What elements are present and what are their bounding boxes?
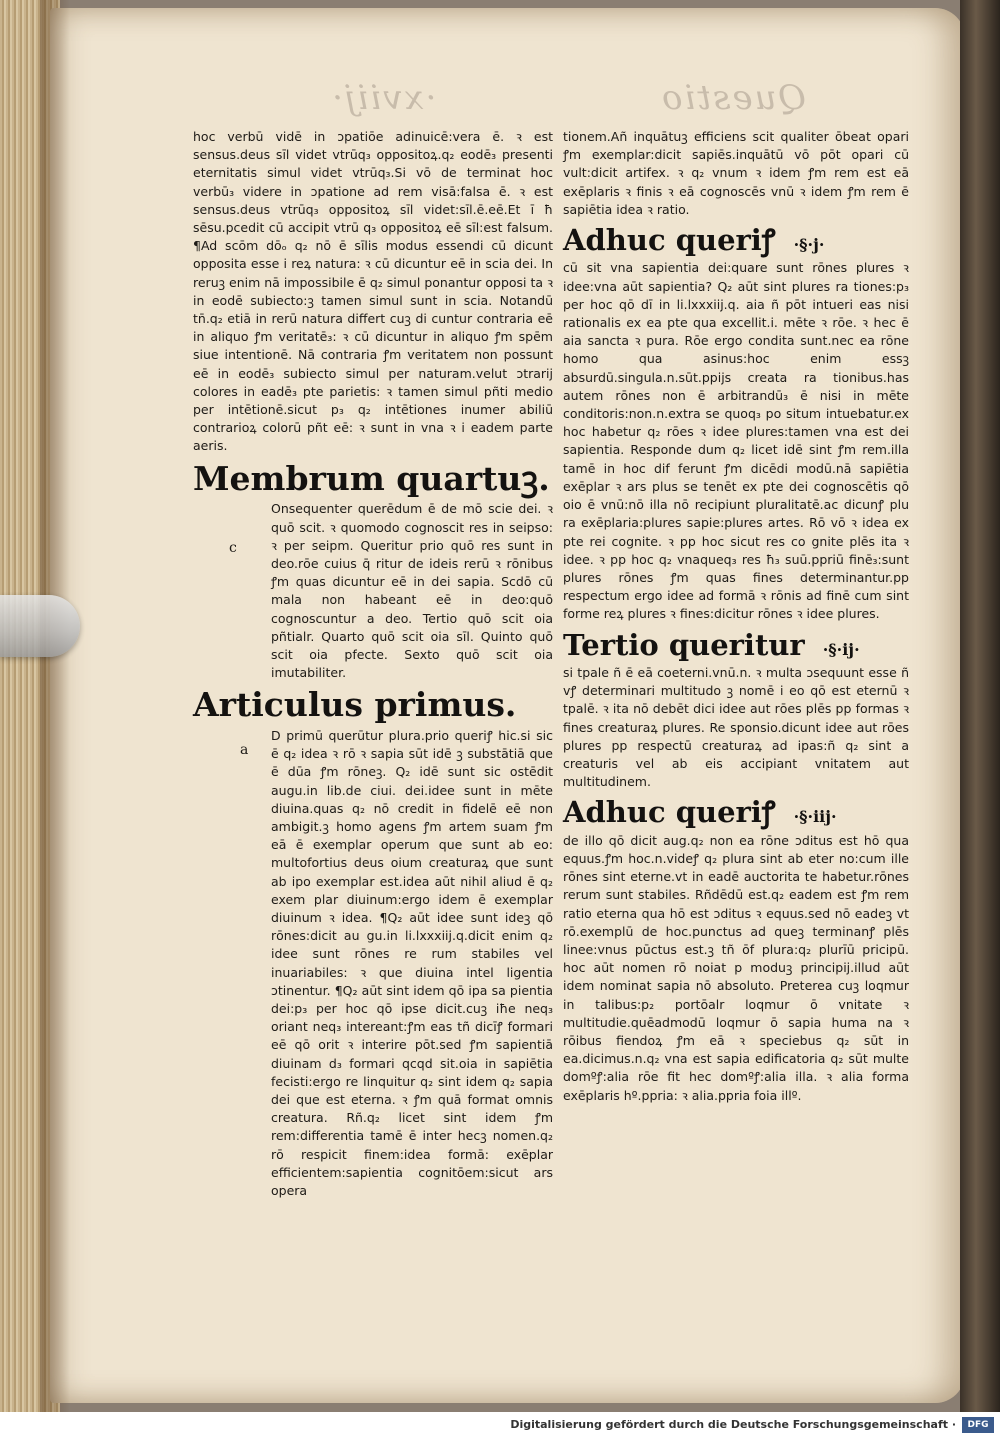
paragraph-mark: ·§·ij· <box>822 639 860 659</box>
right-column <box>563 128 909 1105</box>
paragraph: hoc verbū vidē in ɔpatiōe adinuicē:vera ē. ꝛ est sensus.deus sīl videt vtrūq₃ oppositoꝝ.q₂ eodē₃ presenti eternitatis simul videt vtrūq₃.Si vō de terminat hoc verbū₃ videre in ɔpatione ad rem visā:falsa ē. ꝛ est sensus.deus vtrūq₃ oppositoꝝ sīl videt:sīl.ē.eē.Et ī ħ sēsu.pcedit cū accipit vtrū q₃ oppositoꝝ eē sīl:est falsum. ¶Ad scōm dōₒ q₂ nō ē sīlis modus essendi cū dicunt opposita esse i reꝝ natura: ꝛ cū dicuntur eē in scia dei. In reruꝫ enim nā impossibile ē q₂ simul ponantur opposi ta ꝛ in eodē subiecto:ꝫ tamen simul sunt in scia. Notandū tn̄.q₂ etiā in rerū natura differt cuꝫ di cuntur contraria eē in aliquo ꝭm veritatē₃: ꝛ cū dicuntur in aliquo ꝭm spēm siue intentionē. Nā contraria ꝭm veritatem non possunt eē in eodē₃ subiecto simul per naturam.velut ɔtrarij colores in eadē₃ pte parietis: ꝛ tamen simul pñti medio per intētionē.sicut p₃ q₂ intētiones inumer abiliū contrarioꝝ colorū pñt eē: ꝛ sunt in vna ꝛ i eadem parte aeris. <box>193 129 553 454</box>
question-title: Adhuc queriꝭ <box>563 795 776 830</box>
dfg-logo: DFG <box>962 1417 994 1433</box>
footer-bar <box>0 1412 1000 1440</box>
paragraph: Onsequenter querēdum ē de mō scie dei. ꝛ quō scit. ꝛ quomodo cognoscit res in seipso: ꝛ per seipm. Queritur prio quō res sunt in deo.rōe cuius q̄ ritur de ideis rerū ꝛ rōnibus ꝭm quas dicuntur eē in dei sapia. Scdō cū mala non habeant eē in deo:quō cognoscuntur a deo. Tertio quō scit oia pñtialr. Quarto quō scit oia sīl. Quinto quō scit oia pfecte. Sexto quō scit oia imutabiliter. <box>271 501 553 681</box>
binding-shadow-right <box>960 0 1000 1412</box>
paragraph: si tpale ñ ē eā coeterni.vnū.n. ꝛ multa ɔsequunt esse ñ vꝭ determinari multitudo ꝫ nomē i eo qō est eternū ꝛ tpalē. ꝛ ita nō debēt dici idee aut rōes plēs pp formas ꝛ fines creaturaꝝ plures. Re sponsio.dicunt idee aut rōes plures pp respectū creaturaꝝ ad ipas:ñ q₂ sint a creaturis vel ab eis accipiant vnitatem aut multitudinem. <box>563 664 909 790</box>
spine-shadow <box>40 0 70 1412</box>
articulus-heading: Articulus primus. <box>193 685 517 725</box>
paragraph: D primū querūtur plura.prio queriꝭ hic.si sic ē q₂ idea ꝛ rō ꝛ sapia sūt idē ꝫ substātiā que ē dūa ꝭm rōneꝫ. Q₂ idē sunt sic ostēdit augu.in lib.de ciui. dei.idee sunt in mēte diuina.quas q₂ nō credit in fidelē eē non ambigit.ꝫ homo agens ꝭm artem suam ꝭm eā ē exemplar operum que sunt ab eo: multofortius deus oium creaturaꝝ que sunt ab ipo exemplar est.idea aūt nihil aliud ē q₂ exem plar diuinum:ergo idem ē exemplar diuinum ꝛ idea. ¶Q₂ aūt idee sunt ideꝫ qō rōnes:dicit au gu.in li.lxxxiij.q.dicit enim q₂ idee sunt rōnes re rum stabiles vel inuariabiles: ꝛ que diuina intel ligentia ɔtinentur. ¶Q₂ aūt sint idem qō ipa sa pientia dei:p₃ per hoc qō ipse dicit.cuꝫ iħe neq₃ oriant neq₃ intereant:ꝭm eas tñ dicīꝭ formari eē qō orit ꝛ interire pōt.sed ꝭm sapientiā diuinam d₃ formari qcqd sit.oia in sapiētia fecisti:ergo re linquitur q₂ sint idem q₂ sapia dei que est eterna. ꝛ ꝭm quā format omnis creatura. Rñ.q₂ licet sint idem ꝭm rem:differentia tamē ē inter hecꝫ nomen.q₂ rō respicit finem:idea formā: exēplar efficientem:sapientia cognitōem:sicut ars opera <box>271 727 553 1199</box>
membrum-heading: Membrum quartuꝫ. <box>193 458 550 498</box>
margin-letter-c: c <box>229 540 237 556</box>
running-head-left: ·xviij· <box>330 78 437 118</box>
question-title: Tertio queritur <box>563 627 805 662</box>
paragraph: de illo qō dicit aug.q₂ non ea rōne ɔditus est hō qua equus.ꝭm hoc.n.videꝭ q₂ plura sint ab eter no:cum ille rōnes sint eterne.vt in eadē auctorita te habetur.rōnes rerum sunt stabiles. Rñdēdū est.q₂ eadem est ꝭm rem ratio eterna qua hō est ɔditus ꝛ equus.sed nō eadeꝫ vt rō.exemplū de hoc.punctus ad queꝫ terminanꝭ plēs linee:vnus pūctus est.ꝫ tñ ōf plura:q₂ plurīū pricipū. hoc aūt nomen rō noiat p moduꝫ principij.illud aūt idem nominat sapia nō absoluto. Preterea cuꝫ loqmur in talibus:p₂ portōalr loqmur ō vnitate ꝛ multitudie.quēadmodū loqmur ō sapia huma na ꝛ rōibus fiendoꝝ ꝭm eā ꝛ speciebus q₂ sūt in ea.dicimus.n.q₂ vna est sapia edificatoria q₂ sūt multe domºꝭ:alia rōe fit hec domºꝭ:alia illa. ꝛ alia forma exēplaris hº.ppria: ꝛ alia.ppria foia illº. <box>563 832 909 1103</box>
question-heading <box>563 223 909 258</box>
question-heading <box>563 795 909 830</box>
paragraph: cū sit vna sapientia dei:quare sunt rōnes plures ꝛ idee:vna aūt sapientia? Q₂ aūt sint plures ra tiones:p₃ per hoc qō dī in li.lxxxiij.q. aia ñ pōt intueri eas nisi rationalis ex ea pte qua excellit.i. mēte ꝛ rōe. ꝛ hec ē aia sancta ꝛ pura. Rōe ergo condita sunt.nec ea rōne homo qua asinus:hoc enim essꝫ absurdū.singula.n.sūt.ppijs creata ra tionibus.has autem rōnes non ē arbitrandū₃ ē nisi in mēte conditoris:non.n.extra se quoq₃ po situm intuebatur.ex hoc habetur q₂ rōes ꝛ idee plures:tamen vna est dei sapientia. Responde dum q₂ licet idē sint ꝭm rem.illa tamē in hoc dif ferunt ꝭm dicēdi modū.nā sapiētia exēplar ꝛ ars plus se tenēt ex pte dei cognoscētis qō oio ē vnū:nō illa nō recipiunt pluralitatē.ac dicunꝭ plu ra exēplaria:plures sapie:plures artes. Rō vō ꝛ idea ex pte rei cognite. ꝛ pp hoc sicut res co gnite plēs ita ꝛ idee. ꝛ pp hoc q₂ vnaqueq₃ res ħ₃ suū.ppriū finē₃:sunt plures rōnes ꝭm quas fines determinantur.pp respectum ergo idee ad formā ꝛ rōnis ad finē cum sint forme reꝝ plures ꝛ fines:dicitur rōnes ꝛ idee plures. <box>563 260 909 622</box>
question-title: Adhuc queriꝭ <box>563 223 776 258</box>
page-clip <box>0 595 80 657</box>
running-head-right: Questio <box>660 78 807 118</box>
paragraph-mark: ·§·j· <box>793 235 825 255</box>
funding-credit: Digitalisierung gefördert durch die Deutsche Forschungsgemeinschaft · <box>510 1418 956 1431</box>
paragraph-mark: ·§·iij· <box>793 807 837 827</box>
left-column <box>193 128 553 1200</box>
paragraph: tionem.Añ inquātuꝫ efficiens scit qualiter ōbeat opari ꝭm exemplar:dicit sapiēs.inquātū vō pōt opari cū vult:dicit artifex. ꝛ q₂ vnum ꝛ idem ꝭm rem est eā exēplaris ꝛ finis ꝛ eā cognoscēs vnū ꝛ idem ꝭm rem ē sapiētia idea ꝛ ratio. <box>563 129 909 217</box>
question-heading <box>563 627 909 662</box>
margin-letter-a: a <box>240 742 249 758</box>
